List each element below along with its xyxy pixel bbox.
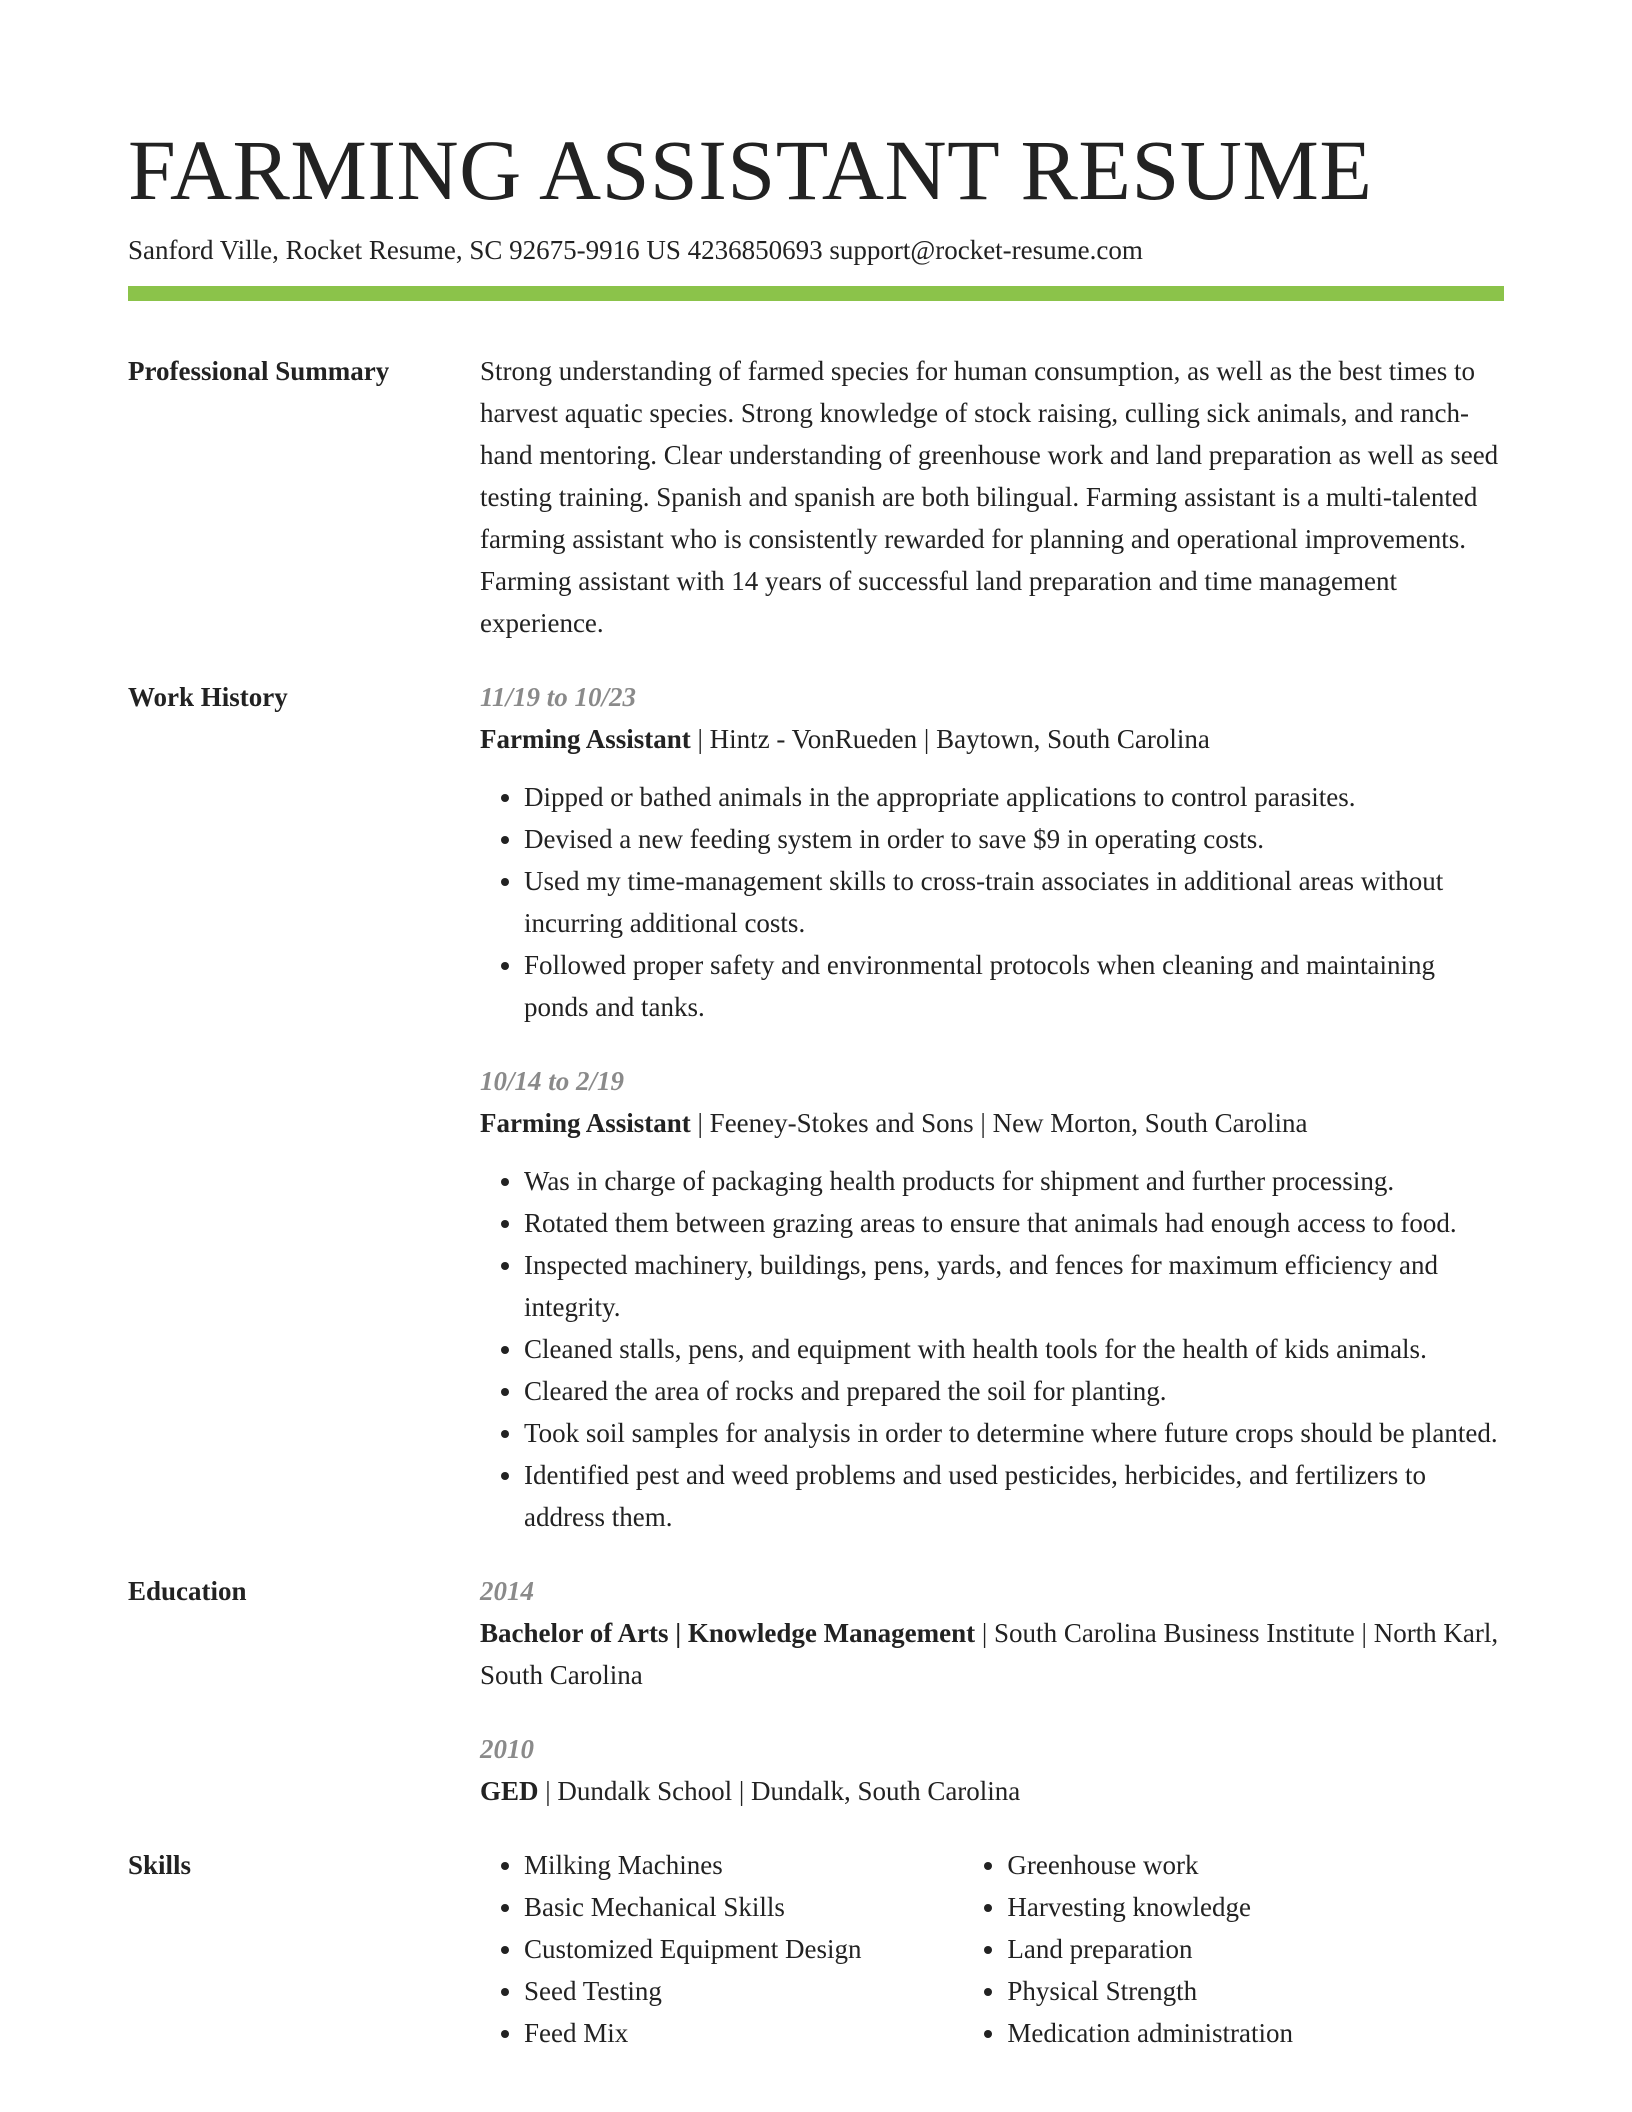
list-item: • Rotated them between grazing areas to ensure that animals had enough access to food. <box>524 1202 1504 1244</box>
list-item: • Used my time-management skills to cross-train associates in additional areas without incurring additional costs. <box>524 860 1504 944</box>
education-section <box>128 1570 1504 1812</box>
list-item: • Inspected machinery, buildings, pens, yards, and fences for maximum efficiency and integrity. <box>524 1244 1504 1328</box>
job-heading <box>480 718 1504 760</box>
list-item: • Dipped or bathed animals in the appropriate applications to control parasites. <box>524 776 1504 818</box>
list-item: • Seed Testing <box>524 1970 963 2012</box>
contact-line: Sanford Ville, Rocket Resume, SC 92675-9916 US 4236850693 support@rocket-resume.com <box>128 235 1143 265</box>
list-item: • Identified pest and weed problems and used pesticides, herbicides, and fertilizers to address them. <box>524 1454 1504 1538</box>
list-item: • Followed proper safety and environmental protocols when cleaning and maintaining ponds and tanks. <box>524 944 1504 1028</box>
education-entry <box>480 1728 1504 1812</box>
list-item: • Medication administration <box>1007 2012 1504 2054</box>
list-item: • Devised a new feeding system in order to save $9 in operating costs. <box>524 818 1504 860</box>
job-details: | Hintz - VonRueden | Baytown, South Carolina <box>690 724 1210 754</box>
job-entry <box>480 1060 1504 1538</box>
list-item: • Greenhouse work <box>1007 1844 1504 1886</box>
list-item: • Took soil samples for analysis in order to determine where future crops should be planted. <box>524 1412 1504 1454</box>
list-item: • Cleaned stalls, pens, and equipment with health tools for the health of kids animals. <box>524 1328 1504 1370</box>
resume-title: FARMING ASSISTANT RESUME <box>128 122 1373 218</box>
list-item: • Land preparation <box>1007 1928 1504 1970</box>
job-title: Farming Assistant <box>480 724 691 754</box>
job-date: 11/19 to 10/23 <box>480 682 637 712</box>
list-item: • Physical Strength <box>1007 1970 1504 2012</box>
education-date: 2010 <box>480 1734 534 1764</box>
education-heading <box>480 1770 1504 1812</box>
section-label: Skills <box>128 1850 192 1880</box>
job-title: Farming Assistant <box>480 1108 691 1138</box>
section-label: Work History <box>128 682 288 712</box>
skills-list-left <box>480 1844 963 2054</box>
list-item: • Harvesting knowledge <box>1007 1886 1504 1928</box>
job-entry <box>480 676 1504 1028</box>
work-history-section <box>128 676 1504 1538</box>
degree-title: Bachelor of Arts | Knowledge Management <box>480 1618 976 1648</box>
skills-list-right <box>963 1844 1504 2054</box>
section-label: Education <box>128 1576 247 1606</box>
skills-section <box>128 1844 1504 2054</box>
summary-section <box>128 350 1504 644</box>
education-date: 2014 <box>480 1576 534 1606</box>
job-details: | Feeney-Stokes and Sons | New Morton, South Carolina <box>690 1108 1308 1138</box>
list-item: • Basic Mechanical Skills <box>524 1886 963 1928</box>
education-details: | South Carolina Business Institute | North Karl, South Carolina <box>480 1618 1499 1690</box>
job-bullets <box>480 1160 1504 1538</box>
summary-text: Strong understanding of farmed species for human consumption, as well as the best times to harvest aquatic species. Strong knowledge of stock raising, culling sick animals, and ranch-hand mentoring. Clear understanding of greenhouse work and land preparation as well as seed testing training. Spanish and spanish are both bilingual. Farming assistant is a multi-talented farming assistant who is consistently rewarded for planning and operational improvements. Farming assistant with 14 years of successful land preparation and time management experience. <box>480 356 1499 638</box>
list-item: • Was in charge of packaging health products for shipment and further processing. <box>524 1160 1504 1202</box>
education-entry <box>480 1570 1504 1696</box>
list-item: • Milking Machines <box>524 1844 963 1886</box>
job-heading <box>480 1102 1504 1144</box>
section-label: Professional Summary <box>128 356 390 386</box>
job-bullets <box>480 776 1504 1028</box>
list-item: • Feed Mix <box>524 2012 963 2054</box>
education-heading <box>480 1612 1504 1696</box>
list-item: • Customized Equipment Design <box>524 1928 963 1970</box>
job-date: 10/14 to 2/19 <box>480 1066 625 1096</box>
degree-title: GED <box>480 1776 539 1806</box>
list-item: • Cleared the area of rocks and prepared the soil for planting. <box>524 1370 1504 1412</box>
resume-body <box>128 350 1504 2086</box>
accent-rule <box>128 286 1504 301</box>
education-details: | Dundalk School | Dundalk, South Carolina <box>538 1776 1021 1806</box>
